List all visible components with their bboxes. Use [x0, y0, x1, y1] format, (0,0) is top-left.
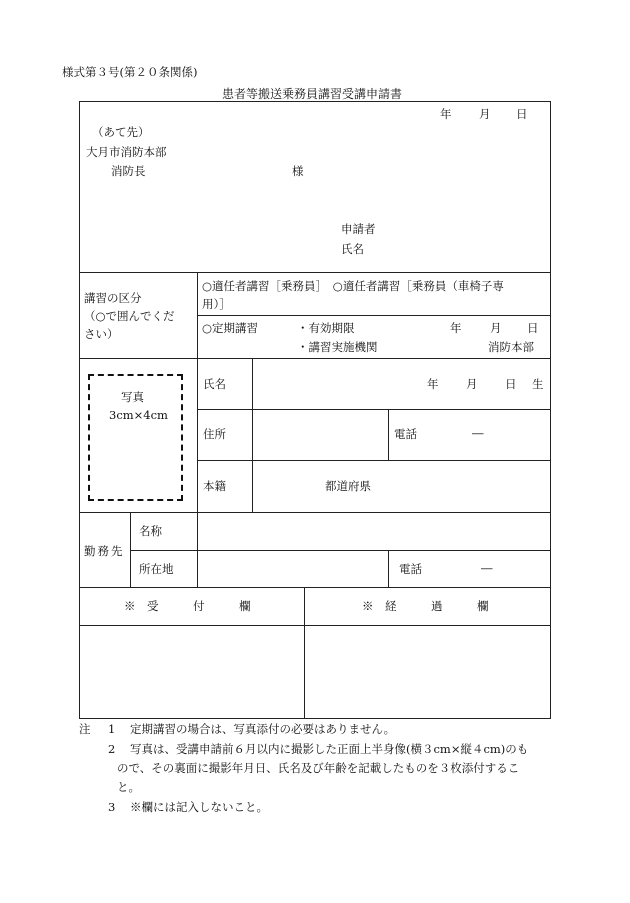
expiry-label: ・有効期限: [297, 321, 355, 335]
prefecture-label: 都道府県: [325, 479, 371, 493]
note-2-number: 2: [108, 742, 116, 756]
expiry-month: 月: [490, 321, 502, 335]
note-2-text-line2: ので、その裏面に撮影年月日、氏名及び年齢を記載したものを３枚添付するこ: [117, 761, 520, 775]
expiry-day: 日: [527, 321, 539, 335]
progress-column-header: ※ 経 過 欄: [362, 599, 489, 613]
birth-day: 日: [505, 377, 517, 391]
phone-dash: ―: [472, 426, 484, 440]
workplace-name-label: 名称: [139, 524, 162, 538]
form-number: 様式第３号(第２０条関係): [62, 65, 198, 79]
note-2-text-line3: と。: [117, 780, 140, 794]
expiry-year: 年: [450, 321, 462, 335]
institution-label: ・講習実施機関: [297, 340, 378, 354]
workplace-location-label: 所在地: [139, 562, 174, 576]
course-label-note-end: さい）: [84, 327, 119, 341]
course-label-note: （○で囲んでくだ: [84, 309, 175, 323]
reception-column-header: ※ 受 付 欄: [124, 599, 251, 613]
addressee-office: 大月市消防本部: [86, 145, 167, 159]
course-option-qualified-cont: 用）］: [202, 297, 231, 311]
date-year-label: 年: [440, 107, 452, 121]
domicile-label: 本籍: [203, 479, 226, 493]
addressee-chief: 消防長: [111, 164, 146, 178]
note-1-text: 定期講習の場合は、写真添付の必要はありません。: [130, 722, 396, 736]
birth-month: 月: [466, 377, 478, 391]
note-1-number: 1: [108, 722, 116, 736]
workplace-phone-label: 電話: [399, 562, 422, 576]
workplace-label: 勤務先: [84, 544, 125, 558]
note-3-text: ※欄には記入しないこと。: [130, 800, 268, 814]
note-3-number: 3: [108, 800, 116, 814]
applicant-name-label: 氏名: [341, 242, 364, 256]
course-option-regular: ○定期講習: [202, 321, 259, 335]
workplace-phone-dash: ―: [481, 561, 493, 575]
course-label: 講習の区分: [84, 291, 142, 305]
birth-suffix: 生: [532, 377, 544, 391]
date-day-label: 日: [516, 107, 528, 121]
phone-label: 電話: [394, 427, 417, 441]
name-label: 氏名: [203, 377, 226, 391]
addressee-honorific: 様: [292, 164, 304, 178]
course-option-qualified: ○適任者講習［乗務員］ ○適任者講習［乗務員（車椅子専: [202, 279, 504, 293]
institution-suffix: 消防本部: [488, 340, 534, 354]
note-2-text-line1: 写真は、受講申請前６月以内に撮影した正面上半身像(横３cm×縦４cm)のも: [130, 742, 529, 756]
page-title: 患者等搬送乗務員講習受講申請書: [222, 87, 403, 101]
photo-label: 写真: [121, 390, 144, 404]
notes-prefix: 注: [79, 722, 91, 736]
addressee-prefix: （あて先）: [92, 125, 150, 139]
address-label: 住所: [203, 427, 226, 441]
photo-size: 3cm×4cm: [109, 408, 168, 422]
birth-year: 年: [427, 377, 439, 391]
date-month-label: 月: [479, 107, 491, 121]
applicant-label: 申請者: [341, 222, 376, 236]
